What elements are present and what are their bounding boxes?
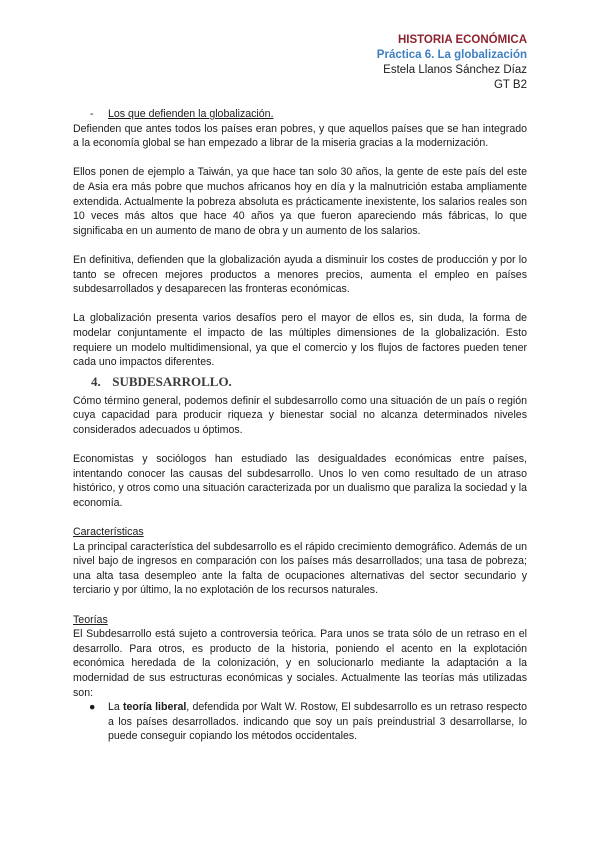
defenders-heading bbox=[73, 107, 527, 122]
defenders-heading-text: Los que defienden la globalización. bbox=[108, 108, 274, 120]
paragraph: La principal característica del subdesarrollo es el rápido crecimiento demográfico. Además de un nivel bajo de ingresos en comparación con los países más desarrollados; una tasa de pobreza; una alta tasa desempleo ante la falta de ocupaciones alternativas del sector secundario y terciario y por último, la no explotación de los recursos naturales. bbox=[73, 540, 527, 597]
paragraph: Defienden que antes todos los países eran pobres, y que aquellos países que se han integrado a la economía global se han empezado a librar de la miseria gracias a la modernización. bbox=[73, 122, 527, 150]
course-title: HISTORIA ECONÓMICA bbox=[397, 34, 527, 46]
characteristics-heading: Características bbox=[73, 526, 144, 539]
author-name: Estela Llanos Sánchez Díaz bbox=[383, 64, 527, 76]
section-heading bbox=[91, 374, 527, 390]
paragraph: Cómo término general, podemos definir el subdesarrollo como una situación de un país o región cuya capacidad para producir riqueza y bienestar social no alcanza determinados niveles considerados adecuados u óptimos. bbox=[73, 394, 527, 436]
bullet-bold-term: teoría liberal bbox=[123, 701, 187, 714]
paragraph: Economistas y sociólogos han estudiado las desigualdades económicas entre países, intentando conocer las causas del subdesarrollo. Unos lo ven como resultado de un atraso histórico, y otros como una situación caracterizada por un dualismo que paraliza la sociedad y la economía. bbox=[73, 453, 527, 509]
paragraph: Ellos ponen de ejemplo a Taiwán, ya que hace tan solo 30 años, la gente de este país del este de Asia era más pobre que muchos africanos hoy en día y la malnutrición estaba ampliamente extendida. Actualmente la pobreza absoluta es prácticamente inexistente, los salarios reales son 10 veces más altos que hace 40 años ya que fueron apareciendo más fábricas, lo que significaba en un aumento de mano de obra y un aumento de los salarios. bbox=[73, 166, 527, 237]
bullet-prefix: La bbox=[108, 701, 124, 714]
dash-marker: - bbox=[90, 108, 94, 120]
paragraph: La globalización presenta varios desafíos pero el mayor de ellos es, sin duda, la forma de modelar conjuntamente el impacto de las múltiples dimensiones de la globalización. Esto requiere un modelo multidimensional, ya que el comercio y los flujos de factores pueden tener cada uno impactos diferentes. bbox=[73, 312, 527, 369]
page-header bbox=[377, 33, 527, 93]
document-body bbox=[73, 107, 527, 744]
group-label: GT B2 bbox=[493, 79, 527, 91]
section-number: 4. bbox=[91, 373, 101, 389]
paragraph: El Subdesarrollo está sujeto a controversia teórica. Para unos se trata sólo de un retraso en el desarrollo. Para otros, es producto de la historia, poniendo el acento en la explotación económica heredada de la colonización, y en solucionarlo mediante la adaptación a la modernidad de sus estructuras económicas y sociales. Actualmente las teorías más utilizadas son: bbox=[73, 628, 527, 699]
theories-heading: Teorías bbox=[73, 613, 108, 626]
bullet-icon: ● bbox=[89, 701, 96, 714]
practice-title: Práctica 6. La globalización bbox=[376, 49, 527, 61]
paragraph: En definitiva, defienden que la globalización ayuda a disminuir los costes de producción y por lo tanto se ofrecen mejores productos a menores precios, aumenta el empleo en países subdesarrollados y desaparecen las fronteras económicas. bbox=[73, 253, 527, 296]
bullet-text: , defendida por Walt W. Rostow, El subdesarrollo es un retraso respecto a los países desarrollados. indicando que soy un país preindustrial 3 desarrollarse, lo puede conseguir copiando los métodos occidentales. bbox=[108, 701, 527, 743]
list-item bbox=[73, 700, 527, 744]
section-title: SUBDESARROLLO. bbox=[112, 373, 232, 389]
